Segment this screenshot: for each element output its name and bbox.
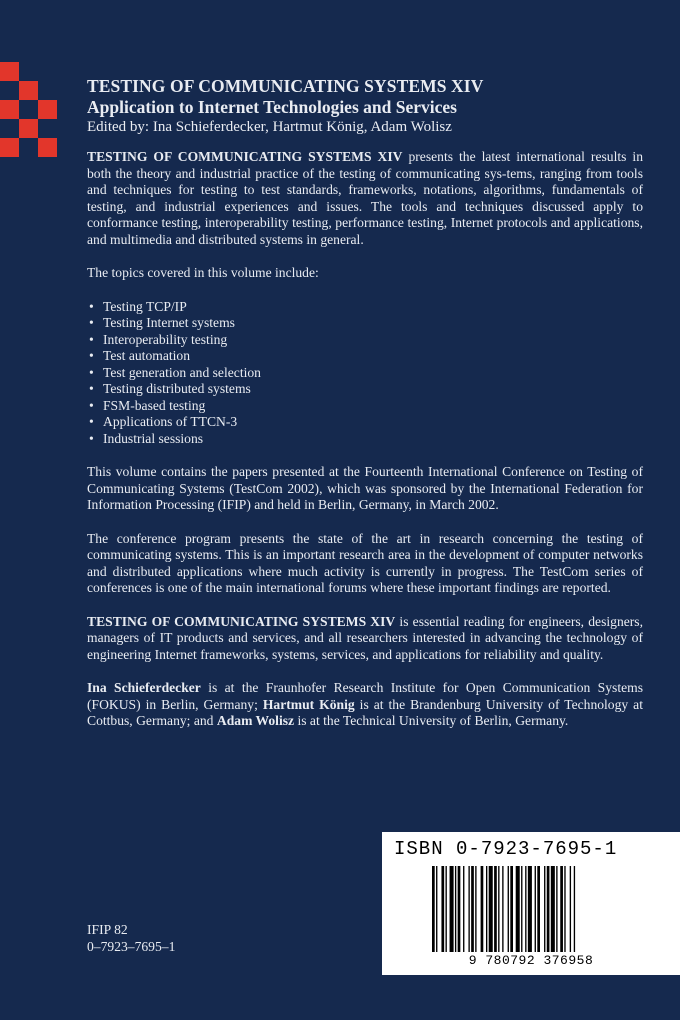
topic-item: • Testing Internet systems [87,315,643,332]
book-title: TESTING OF COMMUNICATING SYSTEMS XIV [87,76,484,96]
topics-intro: The topics covered in this volume include: [87,265,319,280]
barcode-bar [544,866,545,952]
barcode-bar [547,866,550,952]
barcode-bar [450,866,454,952]
description-body [87,149,643,747]
topic-item: • Industrial sessions [87,431,643,448]
barcode-bar [489,866,493,952]
footer-info [87,921,175,955]
authors-paragraph [87,680,643,730]
program-paragraph: The conference program presents the state of the art in research concerning the testing of communicating systems. This is an important research area in the development of computer networks and distributed applications where much activity is currently in progress. The TestCom series of conferences is one of the main international forums where these important findings are reported. [87,530,643,595]
barcode-bar [564,866,565,952]
topic-item: • Interoperability testing [87,332,643,349]
barcode-bar [508,866,509,952]
topic-item: • Testing TCP/IP [87,299,643,316]
topic-item: • Testing distributed systems [87,381,643,398]
barcode-image [432,866,642,952]
author-name: Adam Wolisz [216,713,295,728]
intro-text: presents the latest international results in both the theory and industrial practice of the testing of communicating sys-tems, ranging from tools and techniques for testing to test standards, frameworks, notations, algorithms, fundamentals of testing, and industrial experiences and issues. The tools and techniques discussed apply to conformance testing, interoperability testing, performance testing, Internet protocols and applications, and multimedia and distributed systems in general. [87,149,643,247]
barcode-bar [463,866,464,952]
barcode-bar [521,866,522,952]
author-affiliation: is at the Brandenburg University of Technology at Cottbus, Germany; and [87,696,643,728]
barcode-bar [535,866,536,952]
barcode-bar [441,866,444,952]
barcode-bar [436,866,437,952]
volume-paragraph: This volume contains the papers presented at the Fourteenth International Conference on Testing of Communicating Systems (TestCom 2002), which was sponsored by the International Federation for Information Processing (IFIP) and held in Berlin, Germany, in March 2002. [87,464,643,512]
barcode-bar [481,866,484,952]
author-name: Hartmut König [262,696,355,712]
barcode-bar [498,866,499,952]
book-subtitle: Application to Internet Technologies and Services [87,97,457,117]
topic-item: • Test automation [87,348,643,365]
barcode-bar [525,866,526,952]
barcode-bar [510,866,513,952]
barcode-bar [458,866,461,952]
decorative-checker-pattern [0,62,60,172]
series-label: IFIP 82 [87,922,128,937]
intro-title-ref: TESTING OF COMMUNICATING SYSTEMS XIV [87,149,403,164]
barcode-bar [516,866,520,952]
barcode-bar [446,866,447,952]
footer-isbn: 0–7923–7695–1 [87,939,176,954]
author-affiliation: is at the Fraunhofer Research Institute for Open Communication Systems (FOKUS) in Berlin, Germany; [87,680,644,712]
author-name: Ina Schieferdecker [87,680,201,695]
barcode-bar [468,866,469,952]
barcode-bar [560,866,563,952]
barcode-bar [551,866,555,952]
barcode-bar [494,866,497,952]
topic-item: • Applications of TTCN-3 [87,414,643,431]
barcode-bar [528,866,532,952]
author-affiliation: is at the Technical University of Berlin, Germany. [294,713,569,728]
barcode-isbn-label: ISBN 0-7923-7695-1 [394,838,618,860]
barcode-bar [502,866,503,952]
barcode-bar [471,866,474,952]
barcode-bar [570,866,571,952]
barcode-bar [537,866,540,952]
barcode-ean-number: 9 780792 376958 [468,953,594,968]
barcode-bar [574,866,575,952]
intro-paragraph [87,149,643,248]
barcode-bar [432,866,435,952]
barcode-bar [475,866,476,952]
barcode-bar [556,866,557,952]
topics-list [87,299,643,448]
topic-item: • FSM-based testing [87,398,643,415]
book-header [87,76,647,137]
barcode-bar [455,866,456,952]
reading-text: is essential reading for engineers, designers, managers of IT products and services, and all researchers interested in advancing the technology of engineering Internet frameworks, systems, services, and applications for reliability and quality. [87,613,643,662]
barcode-panel [382,832,680,975]
topic-item: • Test generation and selection [87,365,643,382]
reading-title-ref: TESTING OF COMMUNICATING SYSTEMS XIV [87,613,396,629]
barcode-bar [486,866,487,952]
reading-paragraph [87,614,643,664]
book-editors: Edited by: Ina Schieferdecker, Hartmut König, Adam Wolisz [87,119,452,135]
